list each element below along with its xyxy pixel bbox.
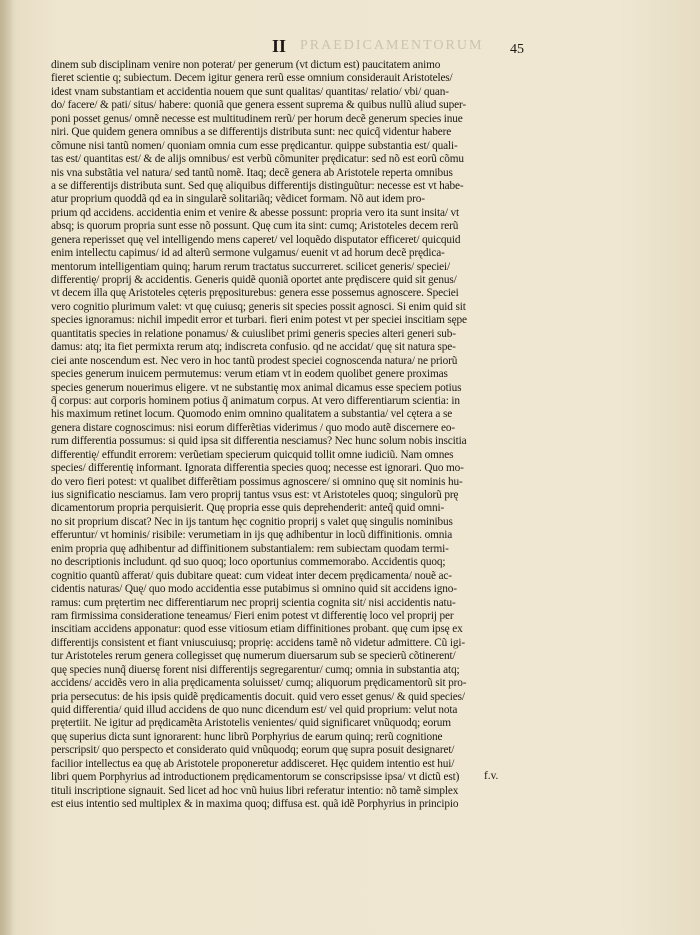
text-line: his maximum retinet locum. Quomodo enim omnino qualitatem a substantia/ vel cętera a se: [51, 408, 453, 421]
text-line: species generum nouerimus eligere. vt ne substantię mox animal dicamus esse speciem potius: [51, 381, 462, 394]
text-line: q̃ corpus: aut corporis hominem potius q̃ animatum corpus. At vero differentiarum scientia: in: [51, 394, 460, 407]
text-line: genera reperisset quę vel intelligendo mens caperet/ vel loquẽdo disputator efficeret/ quicquid: [51, 233, 461, 246]
text-line: facilior intellectus ea quę ab Aristotele proponeretur addisceret. Hęc quidem intentio est hui/: [51, 757, 455, 770]
text-line: differentię/ effundit errorem: verũetiam specierum quicquid tollit omne iudiciũ. Nam omnes: [51, 448, 454, 461]
text-line: ram firmissima consideratione teneamus/ Fieri enim potest vt differentię loco vel proprij per: [51, 609, 454, 622]
text-line: nis vna substãtia vel natura/ sed tantũ nomẽ. Itaq; decẽ genera ab Aristotele reperta omnibus: [51, 166, 453, 179]
text-line: species generum inuicem permutemus: verum etiam vt in eodem quolibet genere proximas: [51, 368, 448, 381]
text-line: tas est/ quantitas est/ & de alijs omnibus/ est verbũ cõmuniter prędicatur: sed nõ est eorũ cõmu: [51, 153, 464, 166]
text-line: vero cognitio plurimum valet: vt quę cuiusq; generis sit species possit agnosci. Si enim quid sit: [51, 300, 466, 313]
text-line: niri. Que quidem genera omnibus a se differentijs distributa sunt: nec quicq̃ videntur habere: [51, 126, 452, 139]
text-line: atur proprium quoddã qd ea in singularẽ solitariãq; vẽdicet formam. Nõ aut idem pro-: [51, 193, 425, 206]
text-line: species ignoramus: nichil impedit error et turbari. fieri enim potest vt per speciei inscitiam sępe: [51, 314, 467, 327]
text-line: a se differentijs distributa sunt. Sed quę aliquibus differentijs distinguũtur: necesse est vt habe-: [51, 179, 464, 192]
text-line: prętertiit. Ne igitur ad prędicamẽta Aristotelis venientes/ quid significaret vnũquodq; eorum: [51, 717, 451, 730]
text-line: absq; is quorum propria sunt esse nõ possunt. Quę cum ita sint: cumq; Aristoteles decem rerũ: [51, 220, 459, 233]
body-text: [51, 59, 539, 812]
text-line: cognitio quantũ afferat/ quis dubitare queat: cum videat inter decem prędicamenta/ nouẽ ac-: [51, 569, 452, 582]
text-line: do/ facere/ & pati/ situs/ habere: quoniã que genera essent suprema & quibus nullũ aliud super-: [51, 99, 466, 112]
text-line: ramus: cum prętertim nec differentiarum nec proprij scientia cognita sit/ nisi accidentis natu-: [51, 596, 456, 609]
text-line: ciei ante noscendum est. Nec vero in hoc tantũ prodest speciei cognoscenda natura/ ne priorũ: [51, 354, 458, 367]
text-line: enim intellectu capimus/ id ad alterũ sermone vulgamus/ euenit vt ad horum decẽ prędica-: [51, 247, 445, 260]
text-line: ius significatio nesciamus. Iam vero proprij tantus vsus est: vt Aristoteles quoq; singulorũ prę: [51, 489, 459, 501]
text-line: no descriptionis includunt. qd suo quoq; loco oportunius commemorabo. Accidentis quoq;: [51, 556, 446, 569]
gutter-shadow: [0, 0, 14, 935]
text-line: dinem sub disciplinam venire non poterat/ per generum (vt dictum est) paucitatem animo: [51, 59, 441, 71]
text-line: est eius intentio sed multiplex & in maxima quoq; diffusa est. quã idẽ Porphyrius in principio: [51, 798, 459, 811]
text-line: genera distare cognoscimus: nisi eorum differẽtias viderimus / quo modo autẽ discernere eo-: [51, 421, 455, 434]
text-line: efferuntur/ vt hominis/ risibile: verumetiam in ijs quę adhibentur in locũ diffinitionis. omnia: [51, 529, 453, 542]
text-line: libri quem Porphyrius ad introductionem prędicamentorum se conscripsisse ipsa/ vt dictũ est): [51, 771, 460, 784]
text-line: tituli inscriptione signauit. Sed licet ad hoc vnũ huius libri referatur intentio: nõ tamẽ simplex: [51, 784, 459, 797]
text-line: accidens/ accidẽs vero in alia prędicamenta soluisset/ cumq; aliquorum prędicamentorũ sit pro-: [51, 677, 467, 690]
text-line: differentię/ proprij & accidentis. Generis quidẽ quoniã oportet ante prędiscere quid sit genus/: [51, 274, 457, 286]
text-line: vt decem illa quę Aristoteles cęteris prępositurebus: genera esse possemus agnoscere. Speciei: [51, 287, 459, 300]
text-line: quę superius dicta sunt ignorarent: hunc librũ Porphyrius de earum quinq; rerũ cognitione: [51, 730, 443, 743]
text-line: enim propria quę adhibentur ad diffinitionem substantialem: rem subiectam quodam termi-: [51, 542, 449, 555]
text-line: pria persecutus: de his ipsis quidẽ prędicamentis docuit. quid vero esset genus/ & quid species/: [51, 690, 465, 703]
text-line: mentorum intelligentiam quinq; harum rerum tractatus succurreret. scilicet generis/ speciei/: [51, 260, 451, 273]
text-line: perscripsit/ quo perspecto et considerato quid vnũquodq; eorum quę supra posuit designaret/: [51, 744, 455, 757]
text-line: cidentis naturas/ Quę/ quo modo accidentia esse putabimus si omnino quid sit accidens igno-: [51, 583, 457, 596]
text-line: cõmune nisi tantũ nomen/ quoniam omnia cum esse prędicantur. quippe substantia est/ quali-: [51, 139, 458, 152]
text-line: rum differentia possumus: si quid ipsa sit differentia nesciamus? Nec hunc solum nobis inscitia: [51, 435, 467, 448]
text-line: dicamentorum propria perquisierit. Quę propria esse quis deprehenderit: anteq̃ quid omni-: [51, 502, 445, 515]
text-line: differentijs consistent et fiant vniuscuiusq; proprię: accidens tamẽ nõ videtur admittere. Cũ igi-: [51, 636, 465, 649]
text-line: damus: atq; ita fiet permixta rerum atq; indiscreta confusio. qd ne accidat/ quę sit natura spe-: [51, 341, 456, 354]
text-line: quę species nunq̃ diuersę forent nisi differentijs segregarentur/ cumq; omnia in substantia atq;: [51, 663, 460, 676]
text-line: no sit proprium discat? Nec in ijs tantum hęc cognitio proprij s valet quę singulis nominibus: [51, 515, 453, 528]
text-line: species/ differentię informant. Ignorata differentia species quoq; necesse est ignorari. Quo mo-: [51, 462, 464, 475]
text-line: quantitatis species in relatione ponamus/ & cuiuslibet primi generis species alteri generi sub-: [51, 327, 456, 340]
text-line: do vero fieri potest: vt qualibet differẽtiam possimus agnoscere/ si omnino quę sit nominis hu-: [51, 475, 463, 488]
text-line: quid differentia/ quid illud accidens de quo nunc dicendum est/ vel quid proprium: velut nota: [51, 704, 458, 716]
text-line: inscitiam accidens apponatur: quod esse vitiosum etiam diffinitiones probant. quę cum ipsę ex: [51, 623, 463, 636]
text-line: poni posset genus/ omnẽ necesse est multitudinem rerũ/ per horum decẽ generum species inue: [51, 112, 463, 125]
bleed-through-heading: PRAEDICAMENTORUM: [300, 38, 484, 53]
text-line: fieret scientie q; subiectum. Decem igitur genera rerũ esse omnium considerauit Aristoteles/: [51, 72, 453, 85]
text-line: idest vnam substantiam et accidentia nouem que sunt qualitas/ quantitas/ relatio/ vbi/ quan-: [51, 85, 449, 98]
signature-catchword: f.v.: [484, 770, 499, 782]
text-line: tur Aristoteles rerum genera collegisset quę numerum diuersarum sub se specierũ cõtinerent/: [51, 650, 456, 663]
text-line: prium qd accidens. accidentia enim et venire & abesse possunt: propria vero ita sunt insita/ vt: [51, 206, 460, 219]
folio-number: 45: [510, 42, 524, 57]
signature-mark: II: [272, 36, 287, 56]
